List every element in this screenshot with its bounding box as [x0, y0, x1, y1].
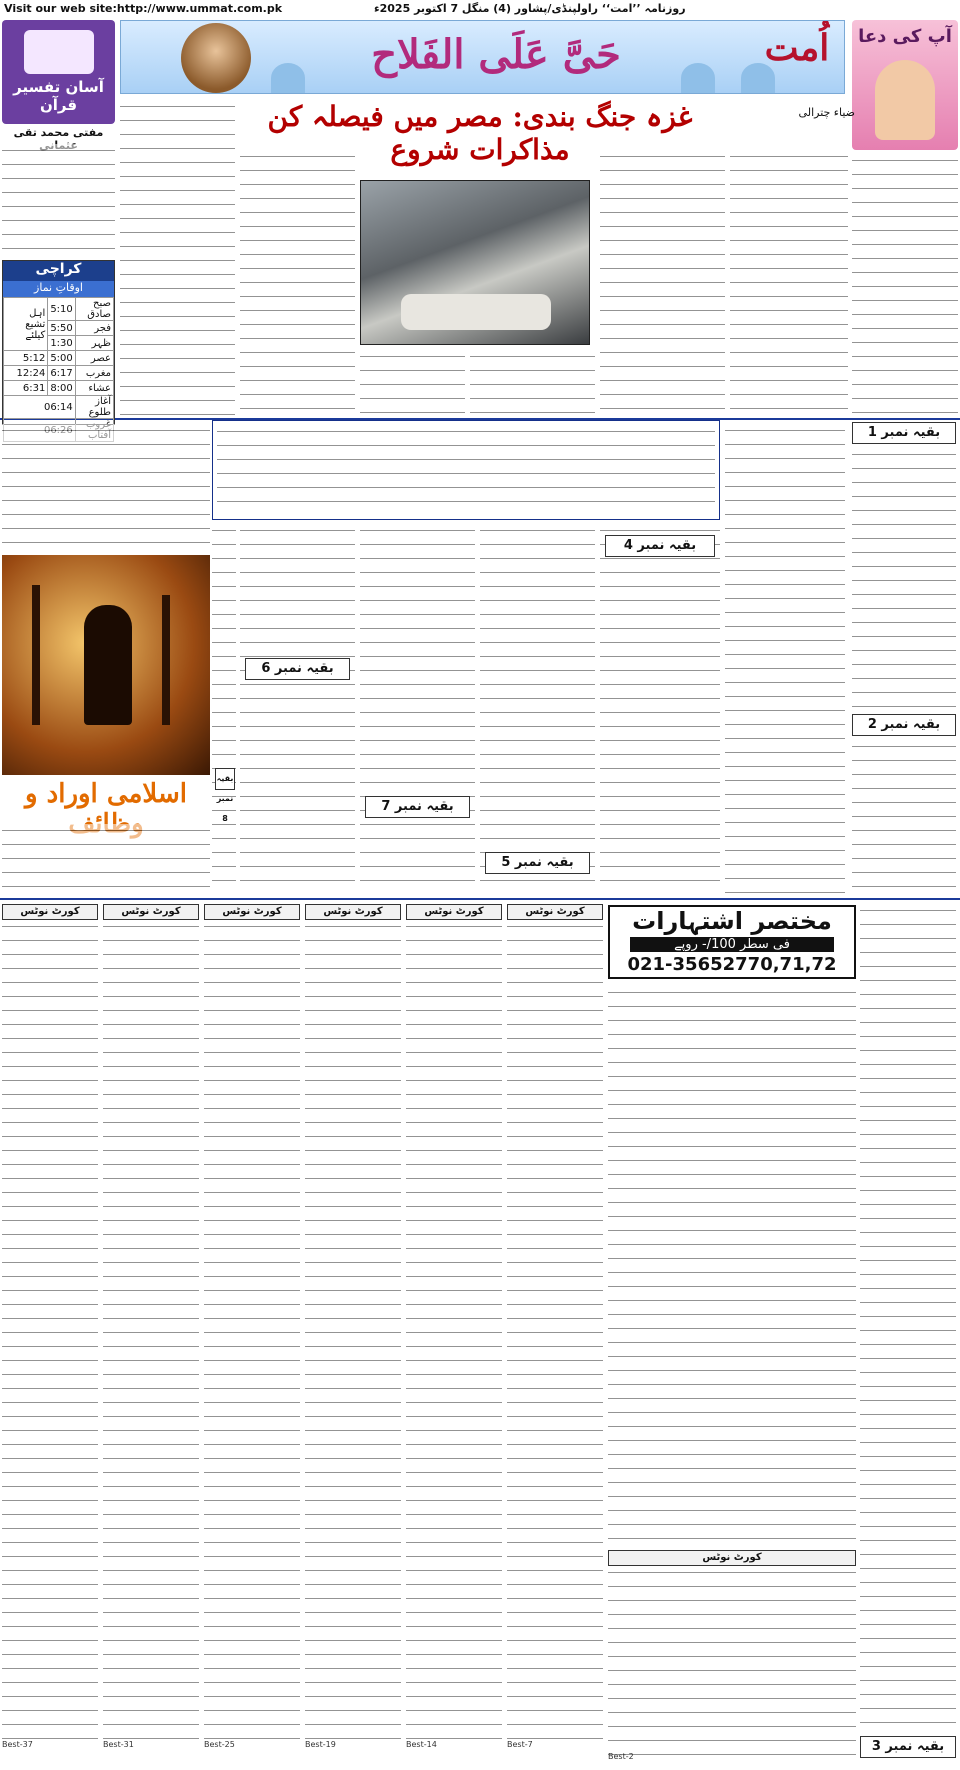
table-row: عشاء 8:00 6:31	[4, 381, 114, 396]
notice-column: کورٹ نوٹس Best-7	[507, 904, 603, 1749]
prayer-times-subtitle: اوقاتِ نماز	[3, 281, 114, 297]
article-column	[470, 350, 595, 415]
notice-column: کورٹ نوٹس Best-14	[406, 904, 502, 1749]
continued-label-1: بقیہ نمبر 1	[852, 422, 956, 444]
masthead-slogan: حَیَّ عَلَی الفَلاح	[371, 31, 621, 78]
notice-column: کورٹ نوٹس Best-37	[2, 904, 98, 1749]
dua-text	[852, 154, 958, 414]
notice-column: کورٹ نوٹس Best-19	[305, 904, 401, 1749]
tafsir-author: مفتی محمد تقی	[13, 126, 104, 139]
table-row: عصر 5:00 5:12	[4, 351, 114, 366]
notice-column: کورٹ نوٹس Best-31	[103, 904, 199, 1749]
quran-tafsir-box	[2, 20, 115, 124]
article-column	[600, 524, 720, 894]
website-link[interactable]: Visit our web site:http://www.ummat.com.pk	[4, 2, 283, 15]
islami-awrad-image	[2, 555, 210, 809]
table-row: آغاز طلوع 06:14	[4, 396, 114, 419]
karachi-prayer-times	[2, 260, 115, 425]
photo-detail	[401, 294, 551, 330]
minaret-icon	[32, 585, 40, 725]
article-column	[852, 448, 956, 708]
dome-icon	[681, 63, 715, 93]
praying-hands-icon	[875, 60, 935, 140]
masthead-banner	[120, 20, 845, 94]
article-column	[480, 524, 595, 894]
notice-column: کورٹ نوٹس Best-25	[204, 904, 300, 1749]
section-divider	[0, 898, 960, 900]
muezzin-image	[181, 23, 251, 93]
article-column	[730, 150, 848, 415]
classified-ad-box	[608, 905, 856, 979]
tafsir-text	[2, 144, 115, 254]
minaret-icon	[162, 595, 170, 725]
continued-label-4: بقیہ نمبر 4	[605, 535, 715, 557]
quran-tafsir-label: آسان تفسیر قرآن	[13, 78, 104, 114]
article-column	[212, 524, 236, 894]
continued-label-6: بقیہ نمبر 6	[245, 658, 350, 680]
continued-label-5: بقیہ نمبر 5	[485, 852, 590, 874]
article-column	[240, 524, 355, 894]
article-column	[725, 424, 845, 894]
worshipper-silhouette	[84, 605, 132, 725]
main-headline: غزہ جنگ بندی: مصر میں فیصلہ کن مذاکرات شروع	[267, 100, 693, 166]
table-row: صبح صادق 5:10 اہل تشیع کیلئے	[4, 298, 114, 321]
book-icon	[24, 30, 94, 74]
article-column	[360, 524, 475, 894]
table-row: مغرب 6:17 12:24	[4, 366, 114, 381]
continued-label-7: بقیہ نمبر 7	[365, 796, 470, 818]
news-photo	[360, 180, 590, 345]
article-column	[120, 100, 235, 415]
top-line	[4, 2, 956, 16]
aap-ki-dua-label: آپ کی دعا	[858, 26, 952, 47]
article-column	[360, 350, 465, 415]
byline: ضیاء چترالی	[798, 106, 855, 119]
islami-awrad-label: اسلامی اوراد و	[2, 779, 210, 823]
dateline: روزنامہ ’’امت‘‘ راولپنڈی/پشاور (4) منگل 7 اکتوبر 2025ء	[374, 2, 686, 15]
article-column	[860, 904, 956, 1724]
feature-box	[212, 420, 720, 520]
continued-label-3: بقیہ نمبر 3	[860, 1736, 956, 1758]
article-column	[2, 424, 210, 549]
continued-label-2: بقیہ نمبر 2	[852, 714, 956, 736]
ad-contact: 021-35652770,71,72	[627, 954, 837, 975]
dome-icon	[741, 63, 775, 93]
ad-rate: فی سطر 100/- روپے	[630, 937, 834, 952]
court-notices-grid	[2, 904, 604, 1764]
article-column	[240, 150, 355, 415]
ad-title: مختصر اشتہارات	[632, 907, 832, 935]
article-column	[600, 150, 725, 415]
aap-ki-dua-box	[852, 20, 958, 150]
table-row: ظہر 1:30	[4, 336, 114, 351]
best-tag: Best-2	[608, 1752, 634, 1761]
shia-label: اہل تشیع کیلئے	[4, 298, 48, 351]
newspaper-logo: اُمت	[764, 27, 830, 69]
notice-column	[608, 986, 856, 1546]
notice-column: کورٹ نوٹس	[608, 1550, 856, 1761]
karachi-title: کراچی	[3, 261, 114, 281]
prayer-times-table	[3, 297, 114, 442]
dome-icon	[271, 63, 305, 93]
article-column	[2, 824, 210, 894]
article-column	[852, 740, 956, 894]
table-row: فجر 5:50	[4, 321, 114, 336]
continued-label-8: بقیہ نمبر 8	[215, 768, 235, 790]
